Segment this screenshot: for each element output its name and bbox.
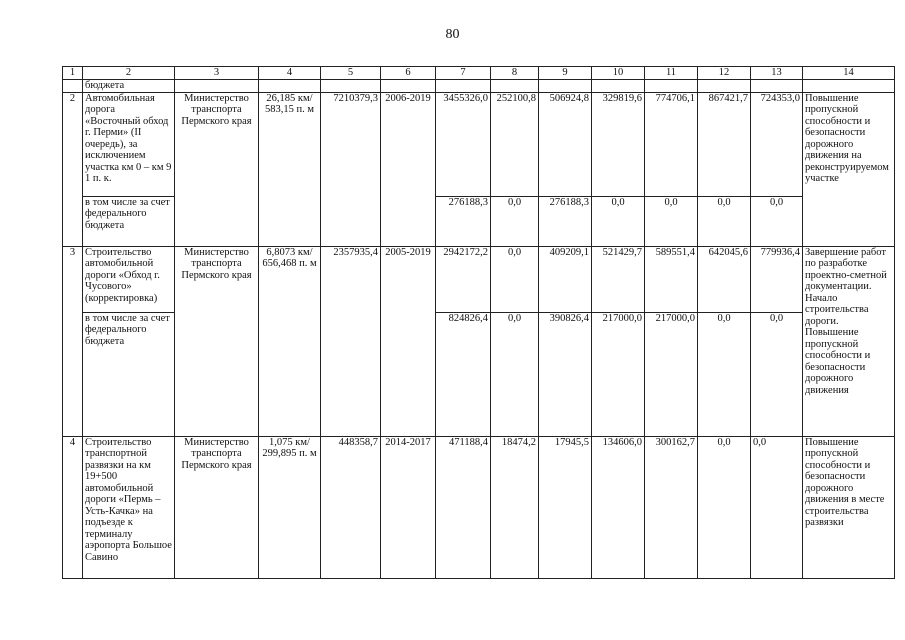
expected-result: Завершение работ по разработке проектно-сметной документации. Начало строительства дороги. Повышение пропускной способности и безопасности дорожного движения [803,246,895,436]
carry-over-row [63,80,895,93]
table-cell [63,80,83,93]
table-cell [698,80,751,93]
value-cell: 217000,0 [645,312,698,436]
estimated-cost: 2357935,4 [321,246,381,436]
value-cell: 0,0 [751,436,803,578]
header-row [63,67,895,80]
expected-result: Повышение пропускной способности и безопасности дорожного движения на реконструируемом участке [803,92,895,246]
estimated-cost: 448358,7 [321,436,381,578]
value-cell: 506924,8 [539,92,592,196]
header-cell: 3 [175,67,259,80]
header-cell: 7 [436,67,491,80]
value-cell: 276188,3 [539,196,592,246]
header-cell: 14 [803,67,895,80]
value-cell: 252100,8 [491,92,539,196]
expected-result: Повышение пропускной способности и безопасности дорожного движения в месте строительства развязки [803,436,895,578]
period: 2014-2017 [381,436,436,578]
header-cell: 8 [491,67,539,80]
object-name: Автомобильная дорога «Восточный обход г. Перми» (II очередь), за исключением участка км 0 – км 9 1 п. к. [83,92,175,196]
table-row [63,246,895,312]
value-cell: 217000,0 [592,312,645,436]
table-cell [592,80,645,93]
header-cell: 5 [321,67,381,80]
table-row [63,436,895,578]
value-cell: 300162,7 [645,436,698,578]
value-cell: 0,0 [592,196,645,246]
value-cell: 390826,4 [539,312,592,436]
value-cell: 2942172,2 [436,246,491,312]
value-cell: 867421,7 [698,92,751,196]
header-cell: 6 [381,67,436,80]
table-cell [645,80,698,93]
header-cell: 12 [698,67,751,80]
table-cell [175,80,259,93]
value-cell: 471188,4 [436,436,491,578]
ministry: Министерство транспорта Пермского края [175,436,259,578]
value-cell: 134606,0 [592,436,645,578]
header-cell: 11 [645,67,698,80]
value-cell: 329819,6 [592,92,645,196]
value-cell: 17945,5 [539,436,592,578]
carry-over-text: бюджета [83,80,175,93]
capacity: 1,075 км/ 299,895 п. м [259,436,321,578]
value-cell: 589551,4 [645,246,698,312]
ministry: Министерство транспорта Пермского края [175,92,259,246]
sub-label: в том числе за счет федерального бюджета [83,196,175,246]
table-cell [751,80,803,93]
value-cell: 774706,1 [645,92,698,196]
object-name: Строительство транспортной развязки на км 19+500 автомобильной дороги «Пермь – Усть-Качка» на подъезде к терминалу аэропорта Большое Савино [83,436,175,578]
value-cell: 0,0 [645,196,698,246]
object-name: Строительство автомобильной дороги «Обход г. Чусового» (корректировка) [83,246,175,312]
ministry: Министерство транспорта Пермского края [175,246,259,436]
estimated-cost: 7210379,3 [321,92,381,246]
value-cell: 276188,3 [436,196,491,246]
value-cell: 0,0 [698,312,751,436]
value-cell: 642045,6 [698,246,751,312]
value-cell: 0,0 [698,436,751,578]
table-cell [539,80,592,93]
sub-label: в том числе за счет федерального бюджета [83,312,175,436]
value-cell: 409209,1 [539,246,592,312]
row-number: 2 [63,92,83,246]
value-cell: 0,0 [698,196,751,246]
value-cell: 724353,0 [751,92,803,196]
header-cell: 9 [539,67,592,80]
table-cell [491,80,539,93]
value-cell: 0,0 [491,312,539,436]
table-cell [321,80,381,93]
header-cell: 2 [83,67,175,80]
table-row [63,92,895,196]
page-number: 80 [445,27,460,42]
row-number: 4 [63,436,83,578]
table-cell [381,80,436,93]
header-cell: 10 [592,67,645,80]
header-cell: 4 [259,67,321,80]
value-cell: 0,0 [491,196,539,246]
table-cell [436,80,491,93]
capacity: 6,8073 км/ 656,468 п. м [259,246,321,436]
value-cell: 0,0 [751,196,803,246]
table-cell [259,80,321,93]
value-cell: 3455326,0 [436,92,491,196]
value-cell: 0,0 [491,246,539,312]
header-cell: 1 [63,67,83,80]
investment-table [62,66,895,579]
table-cell [803,80,895,93]
period: 2005-2019 [381,246,436,436]
header-cell: 13 [751,67,803,80]
capacity: 26,185 км/ 583,15 п. м [259,92,321,246]
value-cell: 521429,7 [592,246,645,312]
row-number: 3 [63,246,83,436]
value-cell: 0,0 [751,312,803,436]
value-cell: 779936,4 [751,246,803,312]
value-cell: 824826,4 [436,312,491,436]
period: 2006-2019 [381,92,436,246]
value-cell: 18474,2 [491,436,539,578]
